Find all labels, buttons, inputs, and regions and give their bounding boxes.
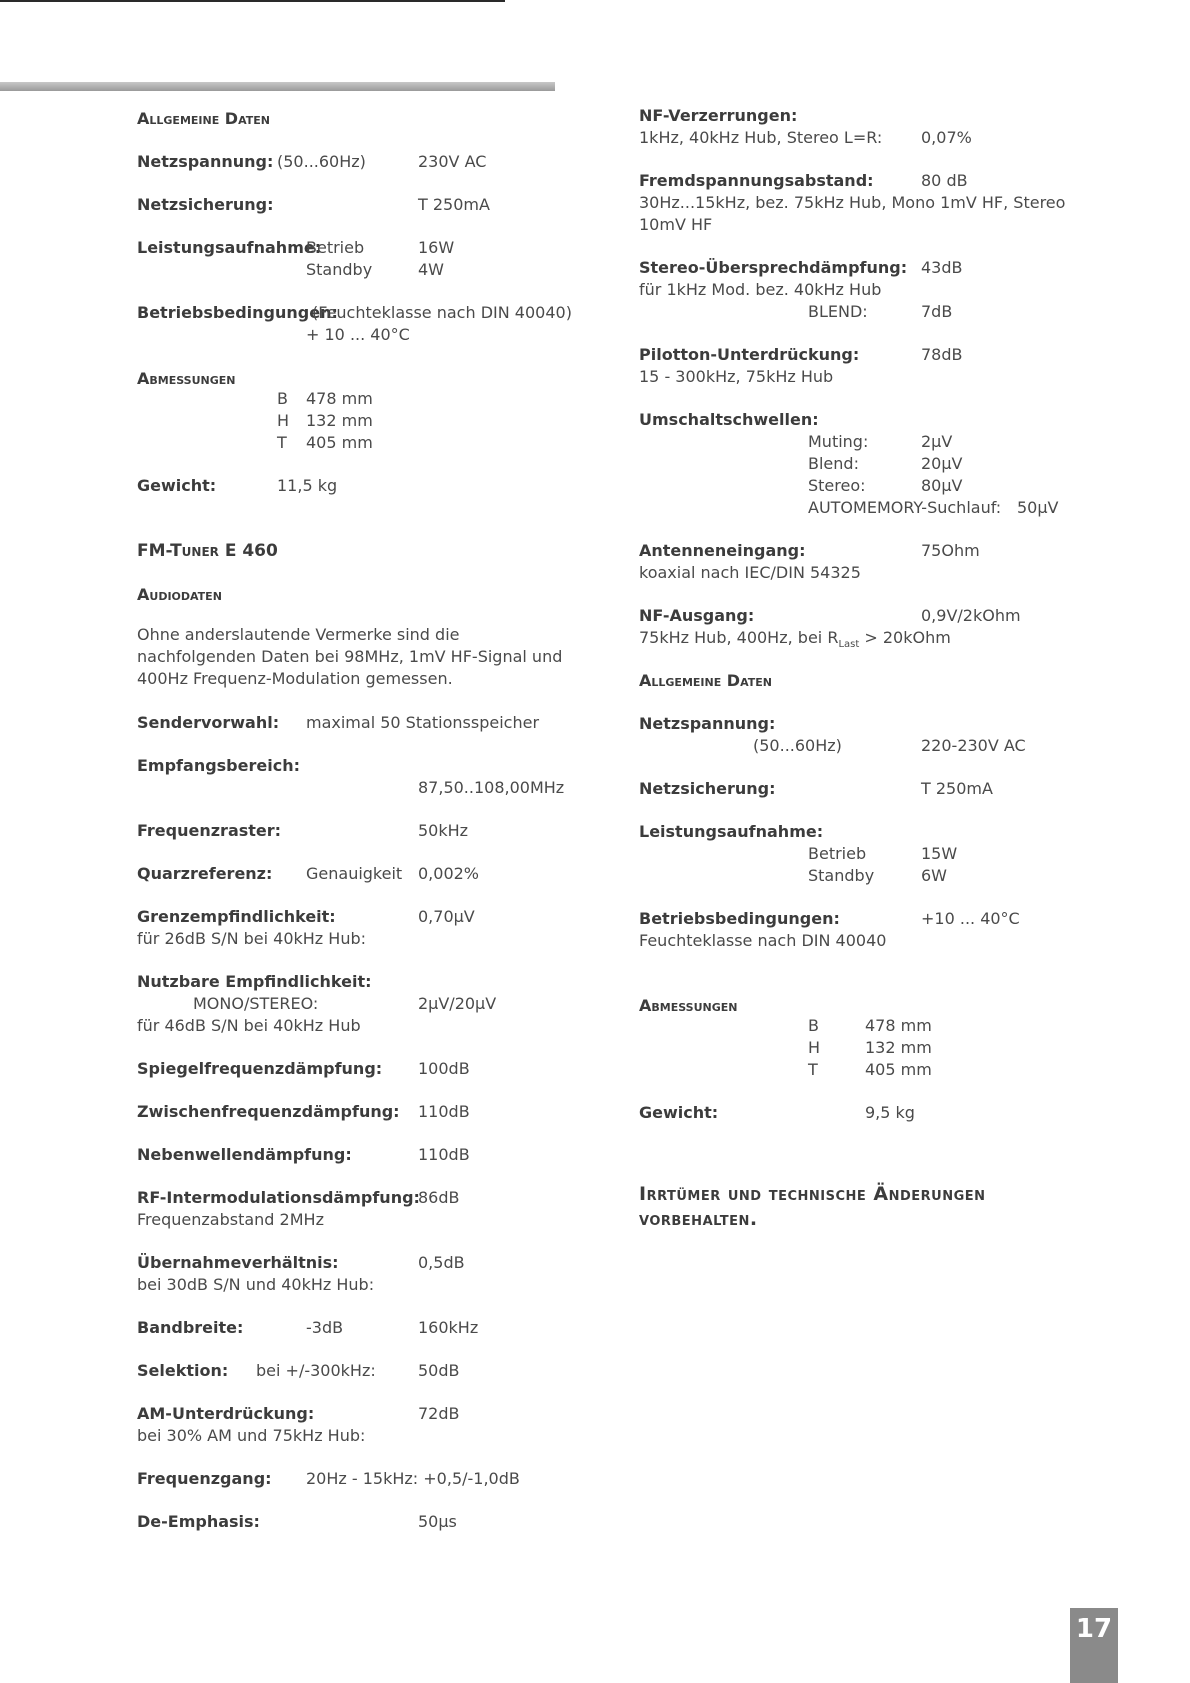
leistungsaufnahme-label-right: Leistungsaufnahme: xyxy=(639,822,824,841)
nebenwellen-label: Nebenwellendämpfung: xyxy=(137,1145,352,1164)
umschalt-stereo-value: 80µV xyxy=(921,476,963,495)
zwischenfrequenz-label: Zwischenfrequenzdämpfung: xyxy=(137,1102,400,1121)
grenzempfindlichkeit-value: 0,70µV xyxy=(418,907,475,926)
leistung-betrieb-value-right: 15W xyxy=(921,844,958,863)
umschalt-automemory-value: 50µV xyxy=(1017,498,1059,517)
fremdspannungsabstand-value: 80 dB xyxy=(921,171,968,190)
abm-b-letter: B xyxy=(277,389,288,408)
netzspannung-value: 230V AC xyxy=(418,152,487,171)
antenneneingang-condition: koaxial nach IEC/DIN 54325 xyxy=(639,563,861,582)
de-emphasis-label: De-Emphasis: xyxy=(137,1512,260,1531)
uebernahme-condition: bei 30dB S/N und 40kHz Hub: xyxy=(137,1275,375,1294)
abm-t-value-right: 405 mm xyxy=(865,1060,932,1079)
antenneneingang-label: Antenneneingang: xyxy=(639,541,806,560)
audiodaten-heading: Audiodaten xyxy=(137,585,222,604)
rf-intermodulation-label: RF-Intermodulationsdämpfung: xyxy=(137,1188,420,1207)
nf-ausgang-condition xyxy=(639,627,951,656)
abm-b-letter-right: B xyxy=(808,1016,819,1035)
selektion-condition: bei +/-300kHz: xyxy=(256,1361,376,1380)
nutzbare-empfindlichkeit-value: 2µV/20µV xyxy=(418,994,497,1013)
leistungsaufnahme-label: Leistungsaufnahme: xyxy=(137,238,322,257)
frequenzraster-label: Frequenzraster: xyxy=(137,821,282,840)
pilotton-condition: 15 - 300kHz, 75kHz Hub xyxy=(639,367,834,386)
gewicht-value-right: 9,5 kg xyxy=(865,1103,915,1122)
pilotton-value: 78dB xyxy=(921,345,963,364)
antenneneingang-value: 75Ohm xyxy=(921,541,980,560)
netzsicherung-label: Netzsicherung: xyxy=(137,195,274,214)
nutzbare-empfindlichkeit-label: Nutzbare Empfindlichkeit: xyxy=(137,972,372,991)
gewicht-value: 11,5 kg xyxy=(277,476,338,495)
quarzreferenz-value: 0,002% xyxy=(418,864,480,883)
umschalt-muting-label: Muting: xyxy=(808,432,869,451)
top-rule xyxy=(0,0,505,2)
am-unterdrueckung-label: AM-Unterdrückung: xyxy=(137,1404,315,1423)
netzspannung-value-right: 220-230V AC xyxy=(921,736,1026,755)
grenzempfindlichkeit-label: Grenzempfindlichkeit: xyxy=(137,907,336,926)
leistung-betrieb-label: Betrieb xyxy=(306,238,365,257)
netzspannung-label: Netzspannung: xyxy=(137,152,274,171)
rf-intermodulation-value: 86dB xyxy=(418,1188,460,1207)
abm-h-letter-right: H xyxy=(808,1038,821,1057)
fremdspannungsabstand-condition-2: 10mV HF xyxy=(639,215,713,234)
leistung-standby-label-right: Standby xyxy=(808,866,875,885)
header-band xyxy=(0,82,555,91)
sendervorwahl-value: maximal 50 Stationsspeicher xyxy=(306,713,540,732)
grenzempfindlichkeit-condition: für 26dB S/N bei 40kHz Hub: xyxy=(137,929,367,948)
nf-verzerrungen-condition: 1kHz, 40kHz Hub, Stereo L=R: xyxy=(639,128,883,147)
allgemeine-daten-heading: Allgemeine Daten xyxy=(137,109,270,128)
abmessungen-heading-right: Abmessungen xyxy=(639,996,738,1015)
nutzbare-empfindlichkeit-mode: MONO/STEREO: xyxy=(193,994,319,1013)
bandbreite-value: 160kHz xyxy=(418,1318,479,1337)
am-unterdrueckung-condition: bei 30% AM und 75kHz Hub: xyxy=(137,1426,366,1445)
allgemeine-daten-heading-right: Allgemeine Daten xyxy=(639,671,772,690)
umschalt-blend-value: 20µV xyxy=(921,454,963,473)
quarzreferenz-genauigkeit: Genauigkeit xyxy=(306,864,403,883)
abm-t-letter-right: T xyxy=(808,1060,818,1079)
netzspannung-frequency: (50...60Hz) xyxy=(277,152,366,171)
fm-tuner-heading: FM-Tuner E 460 xyxy=(137,541,278,561)
pilotton-label: Pilotton-Unterdrückung: xyxy=(639,345,860,364)
betriebsbedingungen-label: Betriebsbedingungen: xyxy=(137,303,338,322)
nutzbare-empfindlichkeit-condition: für 46dB S/N bei 40kHz Hub xyxy=(137,1016,361,1035)
betriebsbedingungen-range: + 10 ... 40°C xyxy=(306,325,410,344)
page-number: 17 xyxy=(1075,1614,1113,1644)
selektion-value: 50dB xyxy=(418,1361,460,1380)
umschalt-stereo-label: Stereo: xyxy=(808,476,866,495)
umschalt-muting-value: 2µV xyxy=(921,432,953,451)
empfangsbereich-label: Empfangsbereich: xyxy=(137,756,300,775)
spiegelfrequenz-label: Spiegelfrequenzdämpfung: xyxy=(137,1059,383,1078)
bandbreite-condition: -3dB xyxy=(306,1318,344,1337)
umschalt-automemory-label: AUTOMEMORY-Suchlauf: xyxy=(808,498,1002,517)
fremdspannungsabstand-label: Fremdspannungsabstand: xyxy=(639,171,874,190)
betriebsbedingungen-label-right: Betriebsbedingungen: xyxy=(639,909,840,928)
stereo-uebersprech-blend-value: 7dB xyxy=(921,302,953,321)
am-unterdrueckung-value: 72dB xyxy=(418,1404,460,1423)
gewicht-label-right: Gewicht: xyxy=(639,1103,719,1122)
betriebsbedingungen-value-right: +10 ... 40°C xyxy=(921,909,1020,928)
leistung-standby-value: 4W xyxy=(418,260,444,279)
abm-h-value: 132 mm xyxy=(306,411,373,430)
fremdspannungsabstand-condition-1: 30Hz...15kHz, bez. 75kHz Hub, Mono 1mV HF, Stereo xyxy=(639,193,1066,212)
bandbreite-label: Bandbreite: xyxy=(137,1318,244,1337)
de-emphasis-value: 50µs xyxy=(418,1512,457,1531)
netzspannung-label-right: Netzspannung: xyxy=(639,714,776,733)
errors-reserved-note: Irrtümer und technische Änderungen vorbehalten. xyxy=(639,1183,986,1230)
abm-h-value-right: 132 mm xyxy=(865,1038,932,1057)
frequenzgang-value: 20Hz - 15kHz: +0,5/-1,0dB xyxy=(306,1469,520,1488)
stereo-uebersprech-condition: für 1kHz Mod. bez. 40kHz Hub xyxy=(639,280,882,299)
uebernahme-label: Übernahmeverhältnis: xyxy=(137,1253,339,1272)
netzsicherung-value-right: T 250mA xyxy=(921,779,993,798)
abm-t-value: 405 mm xyxy=(306,433,373,452)
empfangsbereich-value: 87,50..108,00MHz xyxy=(418,778,565,797)
stereo-uebersprech-blend-label: BLEND: xyxy=(808,302,868,321)
rf-intermodulation-condition: Frequenzabstand 2MHz xyxy=(137,1210,324,1229)
nf-ausgang-condition-pre: 75kHz Hub, 400Hz, bei R xyxy=(639,628,839,647)
frequenzraster-value: 50kHz xyxy=(418,821,469,840)
abmessungen-heading: Abmessungen xyxy=(137,369,236,388)
abm-b-value-right: 478 mm xyxy=(865,1016,932,1035)
abm-b-value: 478 mm xyxy=(306,389,373,408)
uebernahme-value: 0,5dB xyxy=(418,1253,465,1272)
nf-ausgang-condition-post: > 20kOhm xyxy=(859,628,951,647)
leistung-standby-label: Standby xyxy=(306,260,373,279)
leistung-betrieb-label-right: Betrieb xyxy=(808,844,867,863)
betriebsbedingungen-condition-right: Feuchteklasse nach DIN 40040 xyxy=(639,931,887,950)
leistung-standby-value-right: 6W xyxy=(921,866,947,885)
nf-ausgang-condition-index: Last xyxy=(838,639,860,651)
nebenwellen-value: 110dB xyxy=(418,1145,470,1164)
frequenzgang-label: Frequenzgang: xyxy=(137,1469,272,1488)
quarzreferenz-label: Quarzreferenz: xyxy=(137,864,273,883)
leistung-betrieb-value: 16W xyxy=(418,238,455,257)
selektion-label: Selektion: xyxy=(137,1361,229,1380)
sendervorwahl-label: Sendervorwahl: xyxy=(137,713,280,732)
spiegelfrequenz-value: 100dB xyxy=(418,1059,470,1078)
betriebsbedingungen-note: (Feuchteklasse nach DIN 40040) xyxy=(312,303,572,322)
netzspannung-frequency-right: (50...60Hz) xyxy=(753,736,842,755)
netzsicherung-value: T 250mA xyxy=(418,195,490,214)
nf-ausgang-label: NF-Ausgang: xyxy=(639,606,755,625)
netzsicherung-label-right: Netzsicherung: xyxy=(639,779,776,798)
umschaltschwellen-label: Umschaltschwellen: xyxy=(639,410,819,429)
zwischenfrequenz-value: 110dB xyxy=(418,1102,470,1121)
page-number-box xyxy=(1070,1608,1118,1683)
stereo-uebersprech-label: Stereo-Übersprechdämpfung: xyxy=(639,258,908,277)
nf-verzerrungen-value: 0,07% xyxy=(921,128,972,147)
nf-ausgang-value: 0,9V/2kOhm xyxy=(921,606,1021,625)
abm-h-letter: H xyxy=(277,411,290,430)
measurement-intro: Ohne anderslautende Vermerke sind die nachfolgenden Daten bei 98MHz, 1mV HF-Signal und 400Hz Frequenz-Modulation gemessen. xyxy=(137,625,563,688)
abm-t-letter: T xyxy=(277,433,287,452)
stereo-uebersprech-value: 43dB xyxy=(921,258,963,277)
gewicht-label: Gewicht: xyxy=(137,476,217,495)
nf-verzerrungen-label: NF-Verzerrungen: xyxy=(639,106,798,125)
umschalt-blend-label: Blend: xyxy=(808,454,859,473)
